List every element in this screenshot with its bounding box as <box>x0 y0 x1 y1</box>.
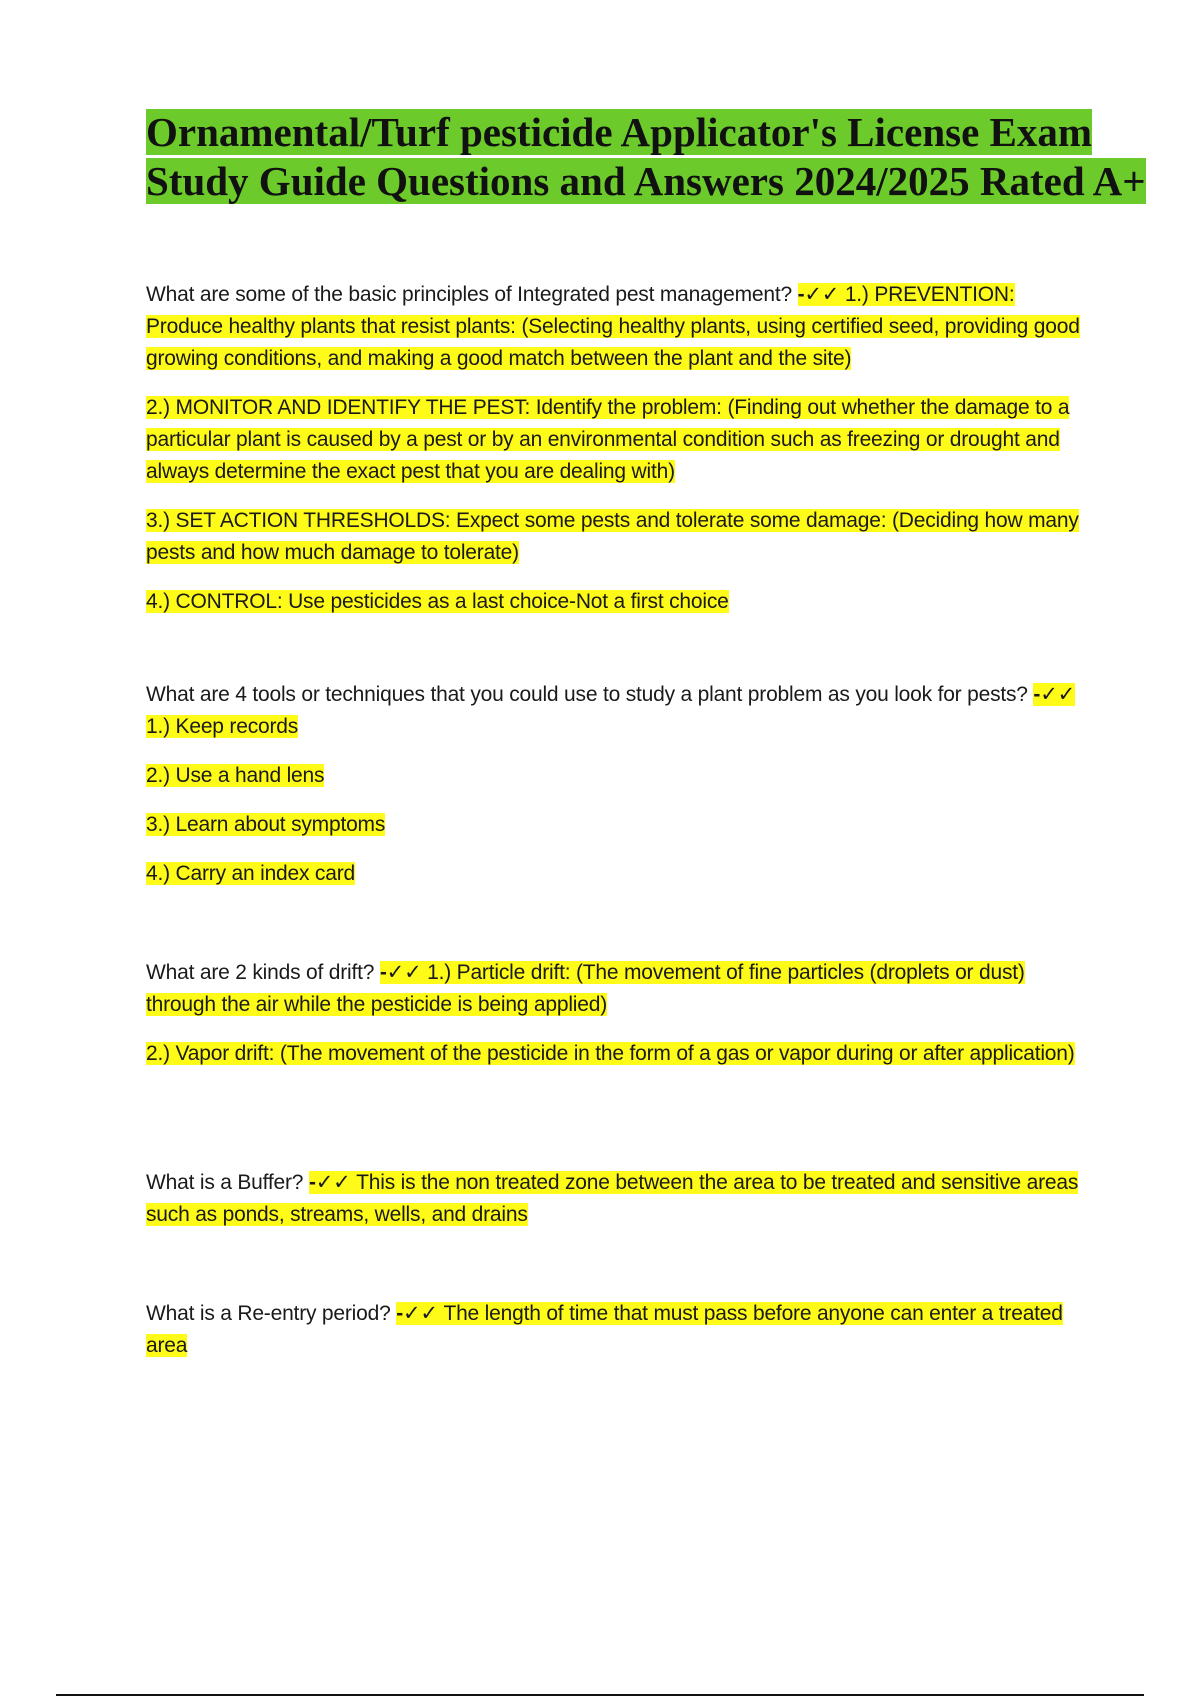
answer-text: The length of time that must pass before anyone can enter a treated area <box>146 1302 1063 1357</box>
question-text: What are 4 tools or techniques that you could use to study a plant problem as you look for pests? <box>146 683 1034 706</box>
qa-first-line <box>146 957 1086 1021</box>
answer-text: 2.) Vapor drift: (The movement of the pesticide in the form of a gas or vapor during or after application) <box>146 1042 1075 1065</box>
answer-line <box>146 1038 1086 1070</box>
question-text: What is a Buffer? <box>146 1171 309 1194</box>
answer-text: 4.) Carry an index card <box>146 862 355 885</box>
question-text: What are 2 kinds of drift? <box>146 961 380 984</box>
qa-first-line <box>146 679 1086 743</box>
answer-text: 1.) Particle drift: (The movement of fine particles (droplets or dust) through the air while the pesticide is being applied) <box>146 961 1025 1016</box>
answer-text: This is the non treated zone between the area to be treated and sensitive areas such as ponds, streams, wells, and drains <box>146 1171 1079 1226</box>
answer-text: 1.) PREVENTION: Produce healthy plants that resist plants: (Selecting healthy plants, using certified seed, providing good growing conditions, and making a good match between the plant and the site) <box>146 283 1080 370</box>
question-text: What are some of the basic principles of Integrated pest management? <box>146 283 798 306</box>
answer-text: 3.) SET ACTION THRESHOLDS: Expect some pests and tolerate some damage: (Deciding how many pests and how much damage to tolerate) <box>146 509 1079 564</box>
qa-item <box>146 679 1086 907</box>
answer-text: 1.) Keep records <box>146 715 299 738</box>
qa-item <box>146 279 1086 635</box>
qa-item <box>146 1298 1086 1379</box>
answer-marker: -✓✓ <box>396 1302 444 1325</box>
answer-text: 3.) Learn about symptoms <box>146 813 386 836</box>
answer-line <box>146 586 1086 618</box>
question-text: What is a Re-entry period? <box>146 1302 397 1325</box>
answer-marker: -✓✓ <box>308 1171 357 1194</box>
answer-line <box>146 505 1086 569</box>
answer-line <box>146 760 1086 792</box>
answer-line <box>146 809 1086 841</box>
qa-first-line <box>146 1167 1086 1231</box>
answer-line <box>146 858 1086 890</box>
qa-first-line <box>146 1298 1086 1362</box>
answer-text: 2.) MONITOR AND IDENTIFY THE PEST: Identify the problem: (Finding out whether the damage to a particular plant is caused by a pest or by an environmental condition such as freezing or drought and always determine the exact pest that you are dealing with) <box>146 396 1070 483</box>
answer-marker: -✓✓ <box>797 283 845 306</box>
title-highlight: Ornamental/Turf pesticide Applicator's License Exam Study Guide Questions and Answers 2024/2025 Rated A+ <box>146 109 1146 204</box>
answer-text: 4.) CONTROL: Use pesticides as a last choice-Not a first choice <box>146 590 729 613</box>
document-title <box>146 108 1176 206</box>
answer-marker: -✓✓ <box>379 961 428 984</box>
qa-item <box>146 1167 1086 1248</box>
footer-rule <box>56 1694 1144 1696</box>
qa-item <box>146 957 1086 1087</box>
qa-first-line <box>146 279 1086 375</box>
answer-marker: -✓✓ <box>1033 683 1076 706</box>
answer-text: 2.) Use a hand lens <box>146 764 325 787</box>
answer-line <box>146 392 1086 488</box>
